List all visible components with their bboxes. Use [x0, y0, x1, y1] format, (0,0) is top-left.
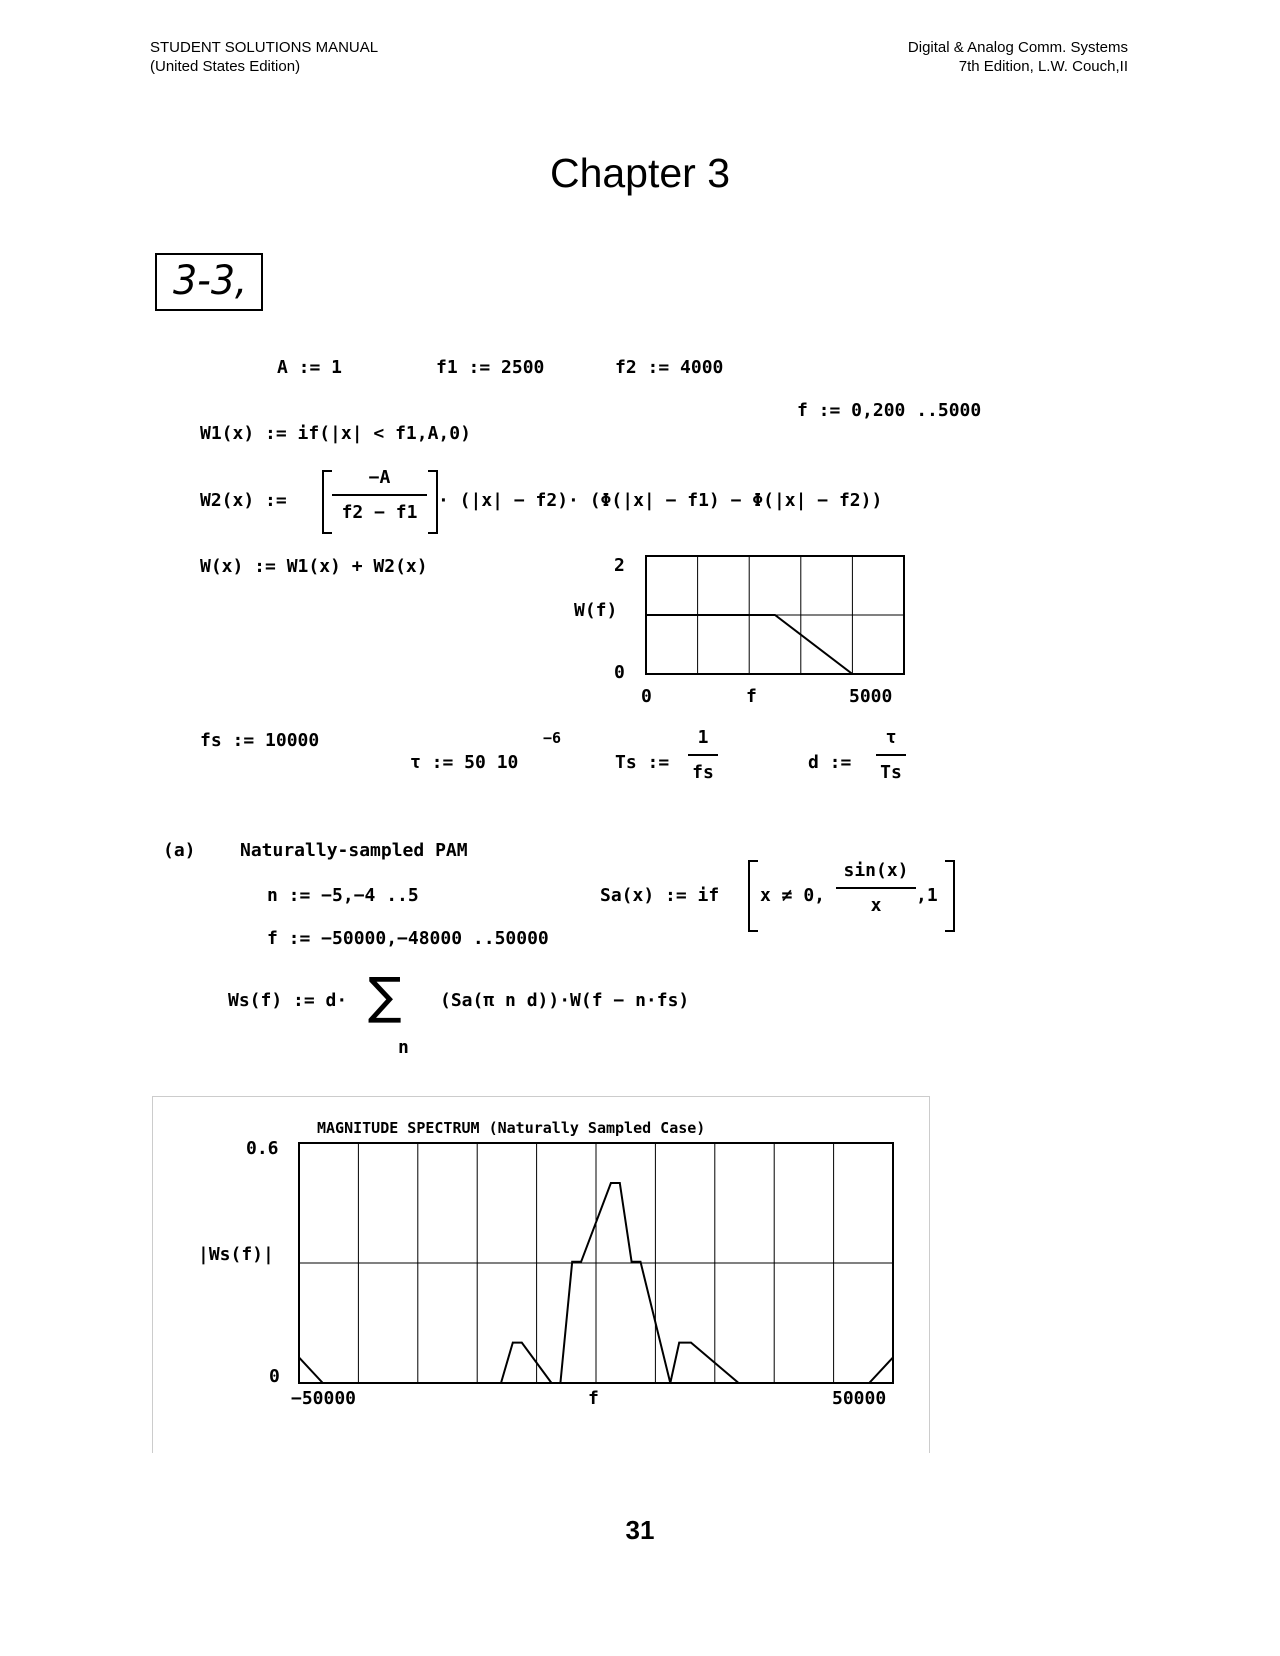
d-fraction-bar [876, 754, 906, 756]
W2-fraction [332, 467, 427, 523]
def-Ws-rhs: (Sa(π n d))·W(f − n·fs) [440, 990, 690, 1011]
header-left-line2: (United States Edition) [150, 58, 301, 75]
def-f2: f2 := 4000 [615, 357, 724, 378]
w-chart-data-point [774, 614, 776, 616]
problem-label-box [155, 253, 263, 311]
spectrum-xtick-left: −50000 [291, 1388, 357, 1409]
header-left-line1: STUDENT SOLUTIONS MANUAL [150, 39, 379, 56]
Sa-condition: x ≠ 0, [760, 885, 826, 906]
Ts-fraction [688, 727, 718, 783]
header-left [150, 38, 378, 76]
Ts-denominator: fs [692, 762, 714, 783]
W2-fraction-bar [332, 494, 427, 496]
spectrum-xlabel: f [588, 1388, 599, 1409]
w-chart-xlabel: f [746, 686, 757, 707]
spectrum-ytick-bottom: 0 [269, 1366, 280, 1387]
def-f1: f1 := 2500 [436, 357, 545, 378]
w-chart-ytick-top: 2 [614, 555, 625, 576]
page-number: 31 [625, 1515, 655, 1545]
W2-denominator: f2 − f1 [341, 502, 418, 523]
w-chart-data-point [852, 673, 854, 675]
def-f-range: f := 0,200 ..5000 [797, 400, 982, 421]
Sa-right-bracket [945, 860, 955, 932]
Sa-left-bracket [748, 860, 758, 932]
header-right-line2: 7th Edition, L.W. Couch,II [958, 58, 1128, 75]
Sa-tail: ,1 [916, 885, 938, 906]
Sa-fraction [836, 860, 916, 916]
spectrum-ylabel: |Ws(f)| [198, 1244, 274, 1265]
w-chart-ylabel: W(f) [574, 600, 618, 621]
problem-label: 3-3, [172, 258, 248, 304]
W2-left-bracket [322, 470, 332, 534]
def-W2-rest: · (|x| − f2)· (Φ(|x| − f1) − Φ(|x| − f2)) [438, 490, 883, 511]
def-n-range: n := −5,−4 ..5 [267, 885, 419, 906]
def-f-range-a: f := −50000,−48000 ..50000 [267, 928, 549, 949]
d-fraction [876, 727, 906, 783]
w-chart-xtick-left: 0 [641, 686, 652, 707]
sum-index: n [398, 1037, 409, 1058]
d-denominator: Ts [880, 762, 902, 783]
spectrum-xtick-right: 50000 [832, 1388, 887, 1409]
def-fs: fs := 10000 [200, 730, 320, 751]
sigma-symbol: ∑ [368, 967, 402, 1025]
header-right [908, 38, 1128, 76]
def-Sa-lhs: Sa(x) := if [600, 885, 720, 906]
def-A: A := 1 [277, 357, 343, 378]
def-W2-lhs: W2(x) := [200, 490, 287, 511]
w-chart-data-point [645, 614, 647, 616]
w-chart-data-point [903, 673, 905, 675]
Ts-numerator: 1 [697, 727, 709, 748]
Sa-fraction-bar [836, 887, 916, 889]
def-d-lhs: d := [808, 752, 852, 773]
part-a-label: (a) [163, 840, 196, 861]
d-numerator: τ [885, 727, 897, 748]
part-a-title: Naturally-sampled PAM [240, 840, 468, 861]
spectrum-ytick-top: 0.6 [246, 1138, 279, 1159]
W2-numerator: −A [368, 467, 391, 488]
def-Ts-lhs: Ts := [615, 752, 670, 773]
w-chart-xtick-right: 5000 [849, 686, 893, 707]
W2-right-bracket [428, 470, 438, 534]
Ts-fraction-bar [688, 754, 718, 756]
def-W1: W1(x) := if(|x| < f1,A,0) [200, 423, 471, 444]
w-chart-plot-border [646, 556, 904, 674]
w-chart-ytick-bottom: 0 [614, 662, 625, 683]
def-Ws-lhs: Ws(f) := d· [228, 990, 348, 1011]
chapter-title: Chapter 3 [549, 150, 731, 196]
Sa-numerator: sin(x) [843, 860, 909, 881]
header-right-line1: Digital & Analog Comm. Systems [907, 39, 1128, 56]
spectrum-chart-title: MAGNITUDE SPECTRUM (Naturally Sampled Case) [317, 1119, 706, 1137]
def-W: W(x) := W1(x) + W2(x) [200, 556, 428, 577]
def-tau-exponent: −6 [543, 729, 562, 747]
Sa-denominator: x [870, 895, 882, 916]
w-chart-series-line [646, 615, 904, 674]
def-tau: τ := 50 10 [410, 752, 519, 773]
